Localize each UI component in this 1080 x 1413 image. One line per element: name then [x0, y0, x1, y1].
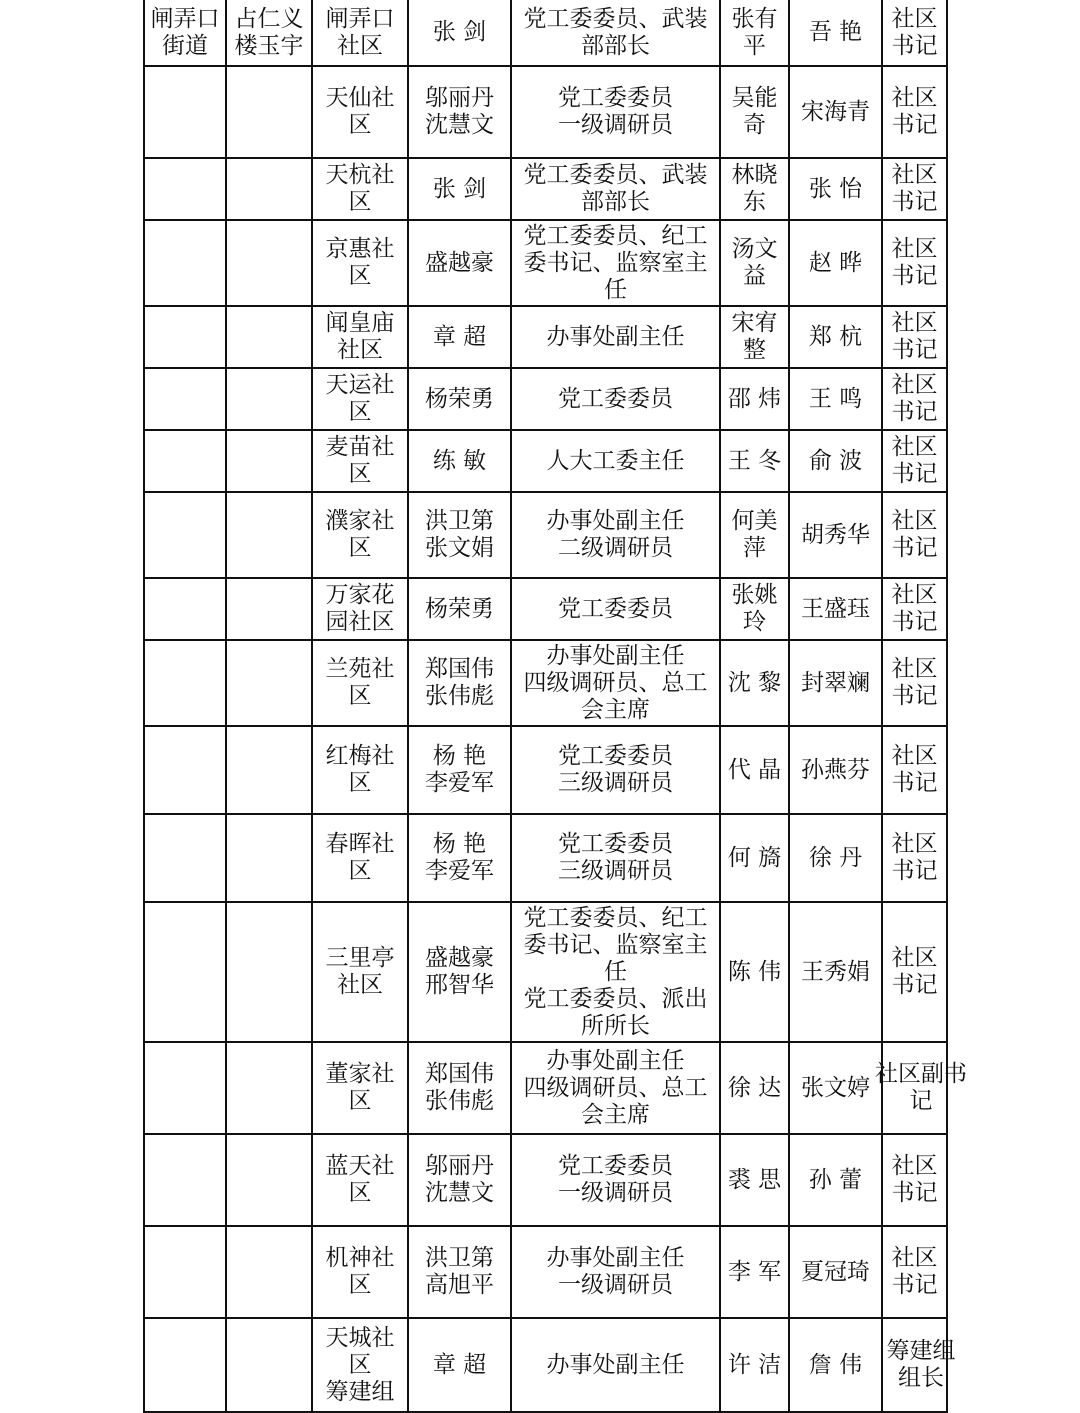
cadre-cell: 邬丽丹 沈慧文 — [408, 1134, 511, 1226]
role-text: 筹建组 组长 — [886, 1338, 956, 1391]
contact-cell: 吴能 奇 — [720, 66, 789, 158]
contact-cell: 裘 思 — [720, 1134, 789, 1226]
position-cell: 党工委委员 一级调研员 — [511, 1134, 720, 1226]
position-cell: 党工委委员 一级调研员 — [511, 66, 720, 158]
cadre-cell: 盛越豪 邢智华 — [408, 902, 511, 1042]
street-cell — [144, 306, 226, 368]
table-row — [144, 578, 947, 640]
role-cell: 社区 书记 — [882, 492, 947, 578]
secretary-cell: 胡秀华 — [789, 492, 882, 578]
cadre-cell: 张 剑 — [408, 0, 511, 66]
role-cell: 社区 书记 — [882, 1226, 947, 1318]
secretary-cell: 赵 晔 — [789, 220, 882, 306]
table-row — [144, 726, 947, 814]
cadre-cell: 张 剑 — [408, 158, 511, 220]
secretary-cell: 夏冠琦 — [789, 1226, 882, 1318]
secretary-cell: 吾 艳 — [789, 0, 882, 66]
role-text: 社区副书 记 — [875, 1061, 967, 1114]
table-row — [144, 814, 947, 902]
cadre-cell: 章 超 — [408, 1318, 511, 1412]
position-cell: 党工委委员 三级调研员 — [511, 726, 720, 814]
role-cell — [875, 1042, 967, 1134]
secretary-cell: 孙 蕾 — [789, 1134, 882, 1226]
street-cell — [144, 66, 226, 158]
role-cell — [882, 1318, 956, 1412]
contact-cell: 王 冬 — [720, 430, 789, 492]
street-cell — [144, 368, 226, 430]
community-cell: 闸弄口 社区 — [312, 0, 408, 66]
table-row — [144, 0, 947, 66]
community-cell: 三里亭 社区 — [312, 902, 408, 1042]
leader-cell — [226, 814, 312, 902]
community-cell: 京惠社 区 — [312, 220, 408, 306]
position-cell: 党工委委员、纪工 委书记、监察室主 任 — [511, 220, 720, 306]
position-cell: 办事处副主任 二级调研员 — [511, 492, 720, 578]
community-cell: 春晖社 区 — [312, 814, 408, 902]
role-cell: 社区 书记 — [882, 430, 947, 492]
role-cell: 社区 书记 — [882, 578, 947, 640]
contact-cell: 宋宥 整 — [720, 306, 789, 368]
community-assignment-table — [143, 0, 967, 1413]
contact-cell: 代 晶 — [720, 726, 789, 814]
table-row — [144, 1134, 947, 1226]
role-cell: 社区 书记 — [882, 1134, 947, 1226]
table-row — [144, 492, 947, 578]
cadre-cell: 盛越豪 — [408, 220, 511, 306]
leader-cell — [226, 1134, 312, 1226]
leader-cell — [226, 1226, 312, 1318]
position-cell: 人大工委主任 — [511, 430, 720, 492]
contact-cell: 沈 黎 — [720, 640, 789, 726]
cadre-cell: 杨 艳 李爱军 — [408, 814, 511, 902]
table-row — [144, 430, 947, 492]
community-cell: 闻皇庙 社区 — [312, 306, 408, 368]
community-cell: 天仙社 区 — [312, 66, 408, 158]
cadre-cell: 杨荣勇 — [408, 578, 511, 640]
street-cell — [144, 640, 226, 726]
contact-cell: 张姚 玲 — [720, 578, 789, 640]
street-cell — [144, 1318, 226, 1412]
street-cell — [144, 1134, 226, 1226]
contact-cell: 汤文 益 — [720, 220, 789, 306]
position-cell: 办事处副主任 — [511, 1318, 720, 1412]
contact-cell: 何 旖 — [720, 814, 789, 902]
leader-cell — [226, 1042, 312, 1134]
street-cell — [144, 492, 226, 578]
cadre-cell: 洪卫第 张文娟 — [408, 492, 511, 578]
leader-cell — [226, 1318, 312, 1412]
leader-cell — [226, 368, 312, 430]
secretary-cell: 郑 杭 — [789, 306, 882, 368]
contact-cell: 何美 萍 — [720, 492, 789, 578]
contact-cell: 李 军 — [720, 1226, 789, 1318]
leader-cell — [226, 492, 312, 578]
table-row — [144, 66, 947, 158]
contact-cell: 林晓 东 — [720, 158, 789, 220]
position-cell: 党工委委员 — [511, 578, 720, 640]
community-cell: 机神社 区 — [312, 1226, 408, 1318]
cadre-cell: 郑国伟 张伟彪 — [408, 640, 511, 726]
secretary-cell: 宋海青 — [789, 66, 882, 158]
contact-cell: 陈 伟 — [720, 902, 789, 1042]
table-row — [144, 1042, 947, 1134]
street-cell — [144, 578, 226, 640]
leader-cell: 占仁义 楼玉宇 — [226, 0, 312, 66]
secretary-cell: 徐 丹 — [789, 814, 882, 902]
position-cell: 党工委委员 — [511, 368, 720, 430]
secretary-cell: 詹 伟 — [789, 1318, 882, 1412]
cadre-cell: 邬丽丹 沈慧文 — [408, 66, 511, 158]
role-cell: 社区 书记 — [882, 902, 947, 1042]
table-row — [144, 1318, 947, 1412]
community-cell: 麦苗社 区 — [312, 430, 408, 492]
leader-cell — [226, 158, 312, 220]
secretary-cell: 张 怡 — [789, 158, 882, 220]
leader-cell — [226, 902, 312, 1042]
street-cell — [144, 814, 226, 902]
leader-cell — [226, 578, 312, 640]
secretary-cell: 王秀娟 — [789, 902, 882, 1042]
role-cell: 社区 书记 — [882, 726, 947, 814]
table-row — [144, 220, 947, 306]
cadre-cell: 杨荣勇 — [408, 368, 511, 430]
leader-cell — [226, 640, 312, 726]
street-cell — [144, 726, 226, 814]
table-body — [144, 0, 967, 1412]
cadre-cell: 杨 艳 李爱军 — [408, 726, 511, 814]
role-cell: 社区 书记 — [882, 66, 947, 158]
cadre-cell: 章 超 — [408, 306, 511, 368]
position-cell: 党工委委员、武装 部部长 — [511, 158, 720, 220]
position-cell: 办事处副主任 四级调研员、总工 会主席 — [511, 1042, 720, 1134]
secretary-cell: 王 鸣 — [789, 368, 882, 430]
community-cell: 天运社 区 — [312, 368, 408, 430]
secretary-cell: 封翠斓 — [789, 640, 882, 726]
position-cell: 办事处副主任 一级调研员 — [511, 1226, 720, 1318]
secretary-cell: 孙燕芬 — [789, 726, 882, 814]
contact-cell: 邵 炜 — [720, 368, 789, 430]
community-cell: 蓝天社 区 — [312, 1134, 408, 1226]
leader-cell — [226, 726, 312, 814]
community-cell: 濮家社 区 — [312, 492, 408, 578]
secretary-cell: 张文婷 — [789, 1042, 882, 1134]
cadre-cell: 郑国伟 张伟彪 — [408, 1042, 511, 1134]
position-cell: 党工委委员 三级调研员 — [511, 814, 720, 902]
secretary-cell: 俞 波 — [789, 430, 882, 492]
table-row — [144, 368, 947, 430]
role-cell: 社区 书记 — [882, 368, 947, 430]
role-cell: 社区 书记 — [882, 814, 947, 902]
role-cell: 社区 书记 — [882, 640, 947, 726]
table-row — [144, 158, 947, 220]
role-cell: 社区 书记 — [882, 220, 947, 306]
street-cell: 闸弄口 街道 — [144, 0, 226, 66]
community-cell: 兰苑社 区 — [312, 640, 408, 726]
table-row — [144, 306, 947, 368]
table-row — [144, 1226, 947, 1318]
leader-cell — [226, 66, 312, 158]
community-cell: 红梅社 区 — [312, 726, 408, 814]
role-cell: 社区 书记 — [882, 306, 947, 368]
street-cell — [144, 902, 226, 1042]
community-cell: 天杭社 区 — [312, 158, 408, 220]
street-cell — [144, 220, 226, 306]
community-cell: 天城社 区 筹建组 — [312, 1318, 408, 1412]
contact-cell: 许 洁 — [720, 1318, 789, 1412]
position-cell: 办事处副主任 四级调研员、总工 会主席 — [511, 640, 720, 726]
cadre-cell: 洪卫第 高旭平 — [408, 1226, 511, 1318]
role-cell: 社区 书记 — [882, 158, 947, 220]
position-cell: 党工委委员、武装 部部长 — [511, 0, 720, 66]
community-cell: 董家社 区 — [312, 1042, 408, 1134]
role-cell: 社区 书记 — [882, 0, 947, 66]
secretary-cell: 王盛珏 — [789, 578, 882, 640]
street-cell — [144, 158, 226, 220]
leader-cell — [226, 430, 312, 492]
community-cell: 万家花 园社区 — [312, 578, 408, 640]
contact-cell: 张有 平 — [720, 0, 789, 66]
cadre-cell: 练 敏 — [408, 430, 511, 492]
table-row — [144, 902, 947, 1042]
street-cell — [144, 1042, 226, 1134]
position-cell: 党工委委员、纪工 委书记、监察室主 任 党工委委员、派出 所所长 — [511, 902, 720, 1042]
leader-cell — [226, 306, 312, 368]
position-cell: 办事处副主任 — [511, 306, 720, 368]
street-cell — [144, 1226, 226, 1318]
table-row — [144, 640, 947, 726]
street-cell — [144, 430, 226, 492]
contact-cell: 徐 达 — [720, 1042, 789, 1134]
leader-cell — [226, 220, 312, 306]
